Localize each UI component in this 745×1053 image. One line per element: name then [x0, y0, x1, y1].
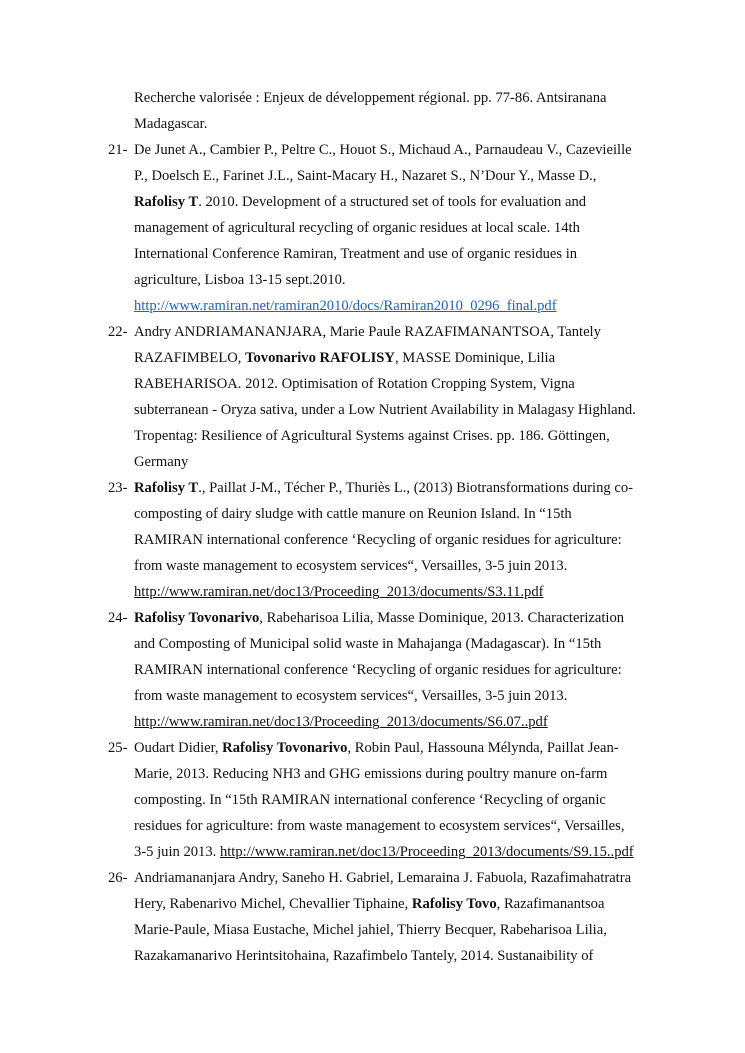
- reference-number: 23-: [108, 480, 128, 496]
- reference-item-25: [108, 735, 668, 865]
- author-highlight: Rafolisy T: [134, 194, 199, 210]
- text-line: and Composting of Municipal solid waste in Mahajanga (Madagascar). In “15th: [134, 636, 602, 652]
- reference-item-26: [108, 865, 668, 969]
- text-line: agriculture, Lisboa 13-15 sept.2010.: [134, 272, 346, 288]
- text-line: residues for agriculture: from waste management to ecosystem services“, Versailles,: [134, 818, 625, 834]
- text-line: International Conference Ramiran, Treatment and use of organic residues in: [134, 246, 578, 262]
- text-line: Oudart Didier, Rafolisy Tovonarivo, Robin Paul, Hassouna Mélynda, Paillat Jean-: [134, 740, 619, 756]
- author-highlight: Rafolisy T: [134, 480, 199, 496]
- text-line: 3-5 juin 2013. http://www.ramiran.net/doc13/Proceeding_2013/documents/S9.15..pdf: [134, 844, 634, 860]
- reference-number: 25-: [108, 740, 128, 756]
- reference-number: 24-: [108, 610, 128, 626]
- reference-link[interactable]: http://www.ramiran.net/doc13/Proceeding_2013/documents/S9.15..pdf: [219, 844, 634, 860]
- reference-item-21: [108, 137, 668, 319]
- text-line: management of agricultural recycling of organic residues at local scale. 14th: [134, 220, 580, 236]
- text-line: Tropentag: Resilience of Agricultural Systems against Crises. pp. 186. Göttingen,: [134, 428, 610, 444]
- text-line: RAZAFIMBELO, Tovonarivo RAFOLISY, MASSE Dominique, Lilia: [134, 350, 556, 366]
- text-line: Andriamananjara Andry, Saneho H. Gabriel, Lemaraina J. Fabuola, Razafimahatratra: [134, 870, 632, 886]
- text-line: Recherche valorisée : Enjeux de développement régional. pp. 77-86. Antsiranana: [134, 90, 607, 106]
- text-line: De Junet A., Cambier P., Peltre C., Houot S., Michaud A., Parnaudeau V., Cazevieille: [134, 142, 632, 158]
- reference-number: 22-: [108, 324, 128, 340]
- text-line: Germany: [134, 454, 189, 470]
- text-line: Andry ANDRIAMANANJARA, Marie Paule RAZAFIMANANTSOA, Tantely: [134, 324, 601, 340]
- text-line: Madagascar.: [134, 116, 208, 132]
- text-line: [134, 709, 668, 735]
- text-line: RAMIRAN international conference ‘Recycling of organic residues for agriculture:: [134, 662, 622, 678]
- reference-link[interactable]: http://www.ramiran.net/ramiran2010/docs/Ramiran2010_0296_final.pdf: [134, 298, 557, 314]
- text-line: Rafolisy T. 2010. Development of a structured set of tools for evaluation and: [134, 194, 587, 210]
- author-highlight: Tovonarivo RAFOLISY: [245, 350, 395, 366]
- text-line: [134, 293, 668, 319]
- text-line: P., Doelsch E., Farinet J.L., Saint-Macary H., Nazaret S., N’Dour Y., Masse D.,: [134, 168, 597, 184]
- text-line: RABEHARISOA. 2012. Optimisation of Rotation Cropping System, Vigna: [134, 376, 575, 392]
- text-line: from waste management to ecosystem services“, Versailles, 3-5 juin 2013.: [134, 688, 568, 704]
- text-line: RAMIRAN international conference ‘Recycling of organic residues for agriculture:: [134, 532, 622, 548]
- text-line: Marie, 2013. Reducing NH3 and GHG emissions during poultry manure on-farm: [134, 766, 608, 782]
- text-line: Marie-Paule, Miasa Eustache, Michel jahiel, Thierry Becquer, Rabeharisoa Lilia,: [134, 922, 607, 938]
- author-highlight: Rafolisy Tovo: [411, 896, 497, 912]
- text-line: subterranean - Oryza sativa, under a Low Nutrient Availability in Malagasy Highland.: [134, 402, 636, 418]
- reference-link[interactable]: http://www.ramiran.net/doc13/Proceeding_2013/documents/S3.11.pdf: [134, 584, 544, 600]
- text-line: Hery, Rabenarivo Michel, Chevallier Tiphaine, Rafolisy Tovo, Razafimanantsoa: [134, 896, 605, 912]
- text-line: Razakamanarivo Herintsitohaina, Razafimbelo Tantely, 2014. Sustanaibility of: [134, 948, 594, 964]
- reference-link[interactable]: http://www.ramiran.net/doc13/Proceeding_2013/documents/S6.07..pdf: [134, 714, 548, 730]
- text-line: from waste management to ecosystem services“, Versailles, 3-5 juin 2013.: [134, 558, 568, 574]
- text-line: [134, 579, 668, 605]
- reference-list: [108, 85, 668, 969]
- reference-item-23: [108, 475, 668, 605]
- reference-item-24: [108, 605, 668, 735]
- reference-number: 21-: [108, 142, 128, 158]
- author-highlight: Rafolisy Tovonarivo: [222, 740, 348, 756]
- text-line: composting. In “15th RAMIRAN international conference ‘Recycling of organic: [134, 792, 606, 808]
- text-line: Rafolisy T., Paillat J-M., Técher P., Thuriès L., (2013) Biotransformations during co-: [134, 480, 633, 496]
- text-line: Rafolisy Tovonarivo, Rabeharisoa Lilia, Masse Dominique, 2013. Characterization: [134, 610, 625, 626]
- text-line: composting of dairy sludge with cattle manure on Reunion Island. In “15th: [134, 506, 572, 522]
- reference-item-22: [108, 319, 668, 475]
- continuation-text: [108, 85, 668, 137]
- author-highlight: Rafolisy Tovonarivo: [134, 610, 260, 626]
- reference-number: 26-: [108, 870, 128, 886]
